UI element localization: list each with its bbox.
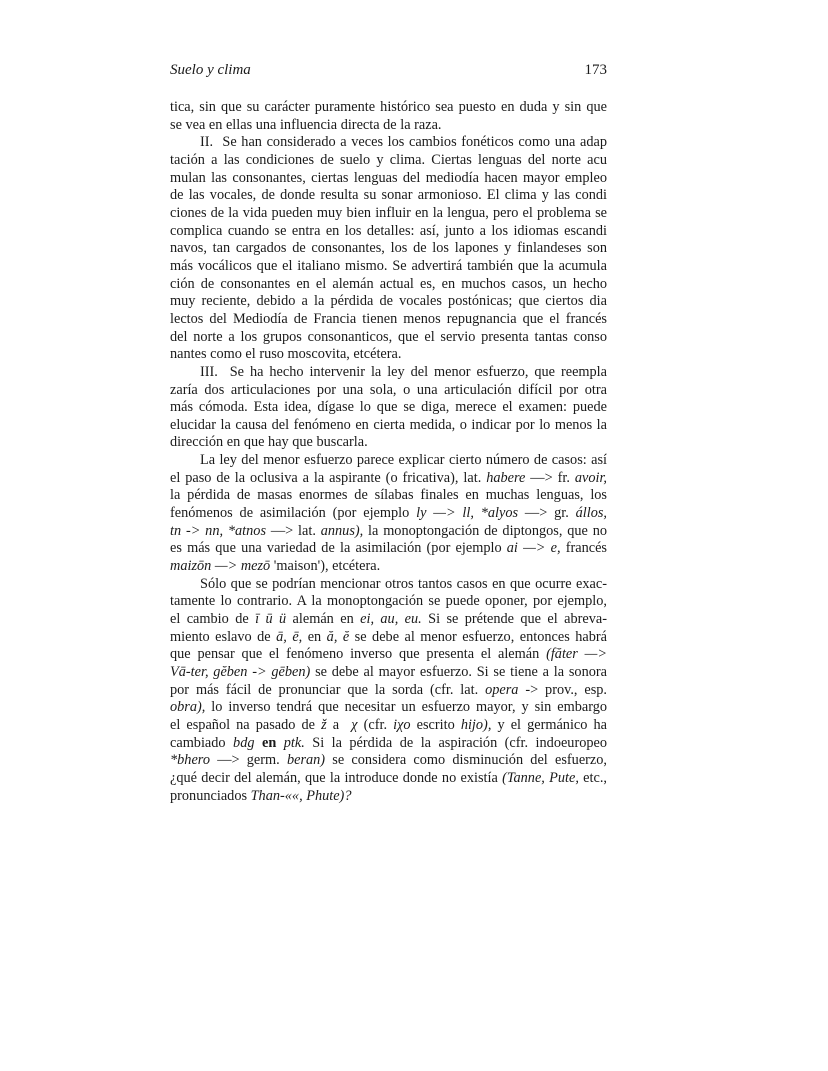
running-title: Suelo y clima	[170, 62, 251, 78]
text-segment	[276, 735, 283, 751]
text-line	[170, 752, 607, 770]
text-line	[170, 788, 607, 806]
text-line	[170, 293, 607, 311]
text-segment: escrito	[410, 716, 461, 733]
italic-text: iχo	[393, 716, 411, 733]
text-line	[170, 770, 607, 788]
italic-text: avoir,	[574, 469, 608, 486]
text-line	[170, 470, 607, 488]
text-line	[170, 576, 607, 594]
text-segment: la monoptongación de diptongos, que no	[363, 522, 607, 539]
text-segment: —> germ.	[209, 752, 287, 769]
text-segment: La ley del menor esfuerzo parece explicar cierto número de casos: así	[200, 452, 607, 469]
text-segment: nantes como el ruso moscovita, etcétera.	[170, 346, 402, 363]
text-segment: III. Se ha hecho intervenir la ley del menor esfuerzo, que reempla	[200, 363, 607, 380]
text-segment: —> lat.	[266, 522, 321, 539]
text-line	[170, 735, 607, 753]
text-segment: 'maison'), etcétera.	[270, 558, 381, 575]
text-line	[170, 240, 607, 258]
text-segment: Si se prétende que el abreva-	[421, 611, 607, 628]
text-line	[170, 487, 607, 505]
italic-text: ă, ĕ	[326, 628, 350, 645]
text-segment: (cfr.	[357, 716, 394, 733]
text-segment: complica cuando se entra en los detalles: así, junto a los idiomas escandi	[170, 222, 607, 239]
text-line	[170, 170, 607, 188]
text-segment: zaría dos articulaciones por una sola, o una articulación difícil por otra	[170, 381, 607, 398]
text-segment: miento eslavo de	[170, 628, 277, 645]
text-line	[170, 611, 607, 629]
text-line	[170, 364, 607, 382]
text-segment: ¿qué decir del alemán, que la introduce donde no existía	[170, 769, 503, 786]
text-segment: ciones de la vida pueden muy bien influir en la lengua, pero el problema se	[170, 204, 607, 221]
text-segment: elucidar la causa del fenómeno en cierta medida, o indicar por lo menos la	[170, 416, 607, 433]
text-segment: más cómoda. Esta idea, dígase lo que se diga, merece el examen: puede	[170, 399, 607, 416]
italic-text: obra),	[170, 699, 206, 716]
text-segment: Si la pérdida de la aspiración (cfr. indoeuropeo	[304, 734, 608, 751]
text-segment: por más fácil de pronunciar que la sorda (cfr. lat.	[170, 681, 486, 698]
text-segment: a	[326, 716, 352, 733]
text-segment: del norte a los grupos consonanticos, que el servio presenta tantas conso	[170, 328, 607, 345]
paragraph	[170, 576, 607, 806]
text-segment	[255, 735, 262, 751]
italic-text: hijo),	[460, 716, 492, 733]
text-segment: el cambio de	[170, 611, 256, 628]
text-segment: el español na pasado de	[170, 716, 322, 733]
italic-text: tn -> nn, *atnos	[170, 522, 267, 539]
text-segment: tación a las condiciones de suelo y clima. Ciertas lenguas del norte acu	[170, 151, 607, 168]
italic-text: habere	[486, 469, 526, 486]
text-segment: tamente lo contrario. A la monoptongación se puede oponer, por ejemplo,	[170, 593, 607, 610]
text-segment: alemán en	[286, 611, 361, 628]
text-segment: que pensar que el fenómeno inverso que presenta el alemán	[170, 646, 547, 663]
italic-text: ly —> ll, *alyos	[416, 505, 519, 522]
text-segment: lo inverso tendrá que necesitar un esfuerzo mayor, y sin embargo	[205, 699, 607, 716]
text-line	[170, 664, 607, 682]
text-segment: se debe al menor esfuerzo, entonces habrá	[349, 628, 607, 645]
text-line	[170, 134, 607, 152]
text-segment: se considera como disminución del esfuerzo,	[325, 752, 607, 769]
text-line	[170, 434, 607, 452]
italic-text: χ	[351, 716, 358, 733]
text-line	[170, 523, 607, 541]
paragraph	[170, 134, 607, 364]
text-segment: cambiado	[170, 734, 234, 751]
italic-text: ai —> e,	[506, 540, 561, 557]
text-segment: dirección en que hay que buscarla.	[170, 434, 368, 451]
text-segment: pronunciados	[170, 787, 251, 804]
text-line	[170, 452, 607, 470]
italic-text: opera	[485, 681, 519, 698]
text-segment: en	[302, 628, 327, 645]
text-segment: tica, sin que su carácter puramente histórico sea puesto en duda y sin que	[170, 99, 607, 115]
text-segment: Sólo que se podrían mencionar otros tantos casos en que ocurre exac-	[200, 575, 607, 592]
italic-text: (făter —>	[546, 646, 607, 663]
text-segment: —> gr.	[518, 505, 576, 522]
text-segment: y el germánico ha	[491, 716, 607, 733]
italic-text: Vā-ter, gĕben -> gēben)	[170, 664, 311, 680]
italic-text: beran)	[286, 752, 326, 769]
text-line	[170, 223, 607, 241]
text-segment: —> fr.	[525, 469, 575, 486]
text-segment: se debe al mayor esfuerzo. Si se tiene a la sonora	[310, 664, 607, 680]
text-segment: más vocálicos que el italiano mismo. Se advertirá también que la acumula	[170, 257, 607, 274]
bold-text: en	[261, 734, 277, 751]
italic-text: bdg	[233, 734, 255, 751]
text-segment: etc.,	[578, 769, 607, 786]
italic-text: ptk.	[283, 734, 305, 751]
text-segment: II. Se han considerado a veces los cambios fonéticos como una adap	[200, 134, 607, 151]
italic-text: annus),	[320, 522, 364, 539]
text-segment: navos, tan cargados de consonantes, los de los lapones y finlandeses son	[170, 240, 607, 257]
italic-text: ei, au, eu.	[360, 611, 422, 628]
italic-text: (Tanne, Pute,	[502, 769, 579, 786]
text-line	[170, 99, 607, 117]
text-segment: muy reciente, debido a la pérdida de vocales postónicas; que ciertos dia	[170, 293, 607, 310]
text-line	[170, 205, 607, 223]
page-body	[170, 99, 607, 805]
text-segment: mulan las consonantes, ciertas lenguas del mediodía hacen mayor empleo	[170, 169, 607, 186]
text-segment: -> prov., esp.	[518, 681, 608, 698]
text-segment: se vea en ellas una influencia directa de la raza.	[170, 116, 442, 133]
text-segment: el paso de la oclusiva a la aspirante (o fricativa), lat.	[170, 469, 487, 486]
text-line	[170, 258, 607, 276]
text-segment: lectos del Mediodía de Francia tienen menos repugnancia que el francés	[170, 310, 607, 327]
text-line	[170, 593, 607, 611]
text-line	[170, 382, 607, 400]
running-header	[170, 62, 607, 82]
page-number: 173	[584, 62, 607, 78]
text-line	[170, 276, 607, 294]
paragraph	[170, 364, 607, 452]
italic-text: *bhero	[170, 752, 210, 769]
text-segment: la pérdida de masas enormes de sílabas finales en muchas lenguas, los	[170, 487, 607, 504]
italic-text: ā, ē,	[276, 628, 303, 645]
text-line	[170, 417, 607, 435]
text-segment: ción de consonantes en el alemán actual es, en muchos casos, un hecho	[170, 275, 607, 292]
text-line	[170, 717, 607, 735]
text-segment: de las vocales, de donde resulta su sonar armonioso. El clima y las condi	[170, 187, 607, 204]
text-line	[170, 117, 607, 135]
text-line	[170, 346, 607, 364]
text-line	[170, 187, 607, 205]
text-line	[170, 540, 607, 558]
text-line	[170, 152, 607, 170]
text-line	[170, 558, 607, 576]
paragraph	[170, 99, 607, 134]
text-segment: es más que una variedad de la asimilación (por ejemplo	[170, 540, 507, 557]
text-segment: fenómenos de asimilación (por ejemplo	[170, 505, 417, 522]
italic-text: állos,	[575, 505, 607, 522]
text-segment: francés	[560, 540, 607, 557]
italic-text: maizōn —> mezō	[170, 558, 271, 575]
italic-text: ī ū ü	[255, 611, 287, 628]
text-line	[170, 311, 607, 329]
text-line	[170, 699, 607, 717]
text-line	[170, 682, 607, 700]
italic-text: ž	[321, 716, 327, 733]
text-line	[170, 505, 607, 523]
italic-text: Than-««, Phute)?	[250, 787, 352, 804]
text-line	[170, 629, 607, 647]
paragraph	[170, 452, 607, 576]
text-line	[170, 399, 607, 417]
text-line	[170, 329, 607, 347]
text-line	[170, 646, 607, 664]
